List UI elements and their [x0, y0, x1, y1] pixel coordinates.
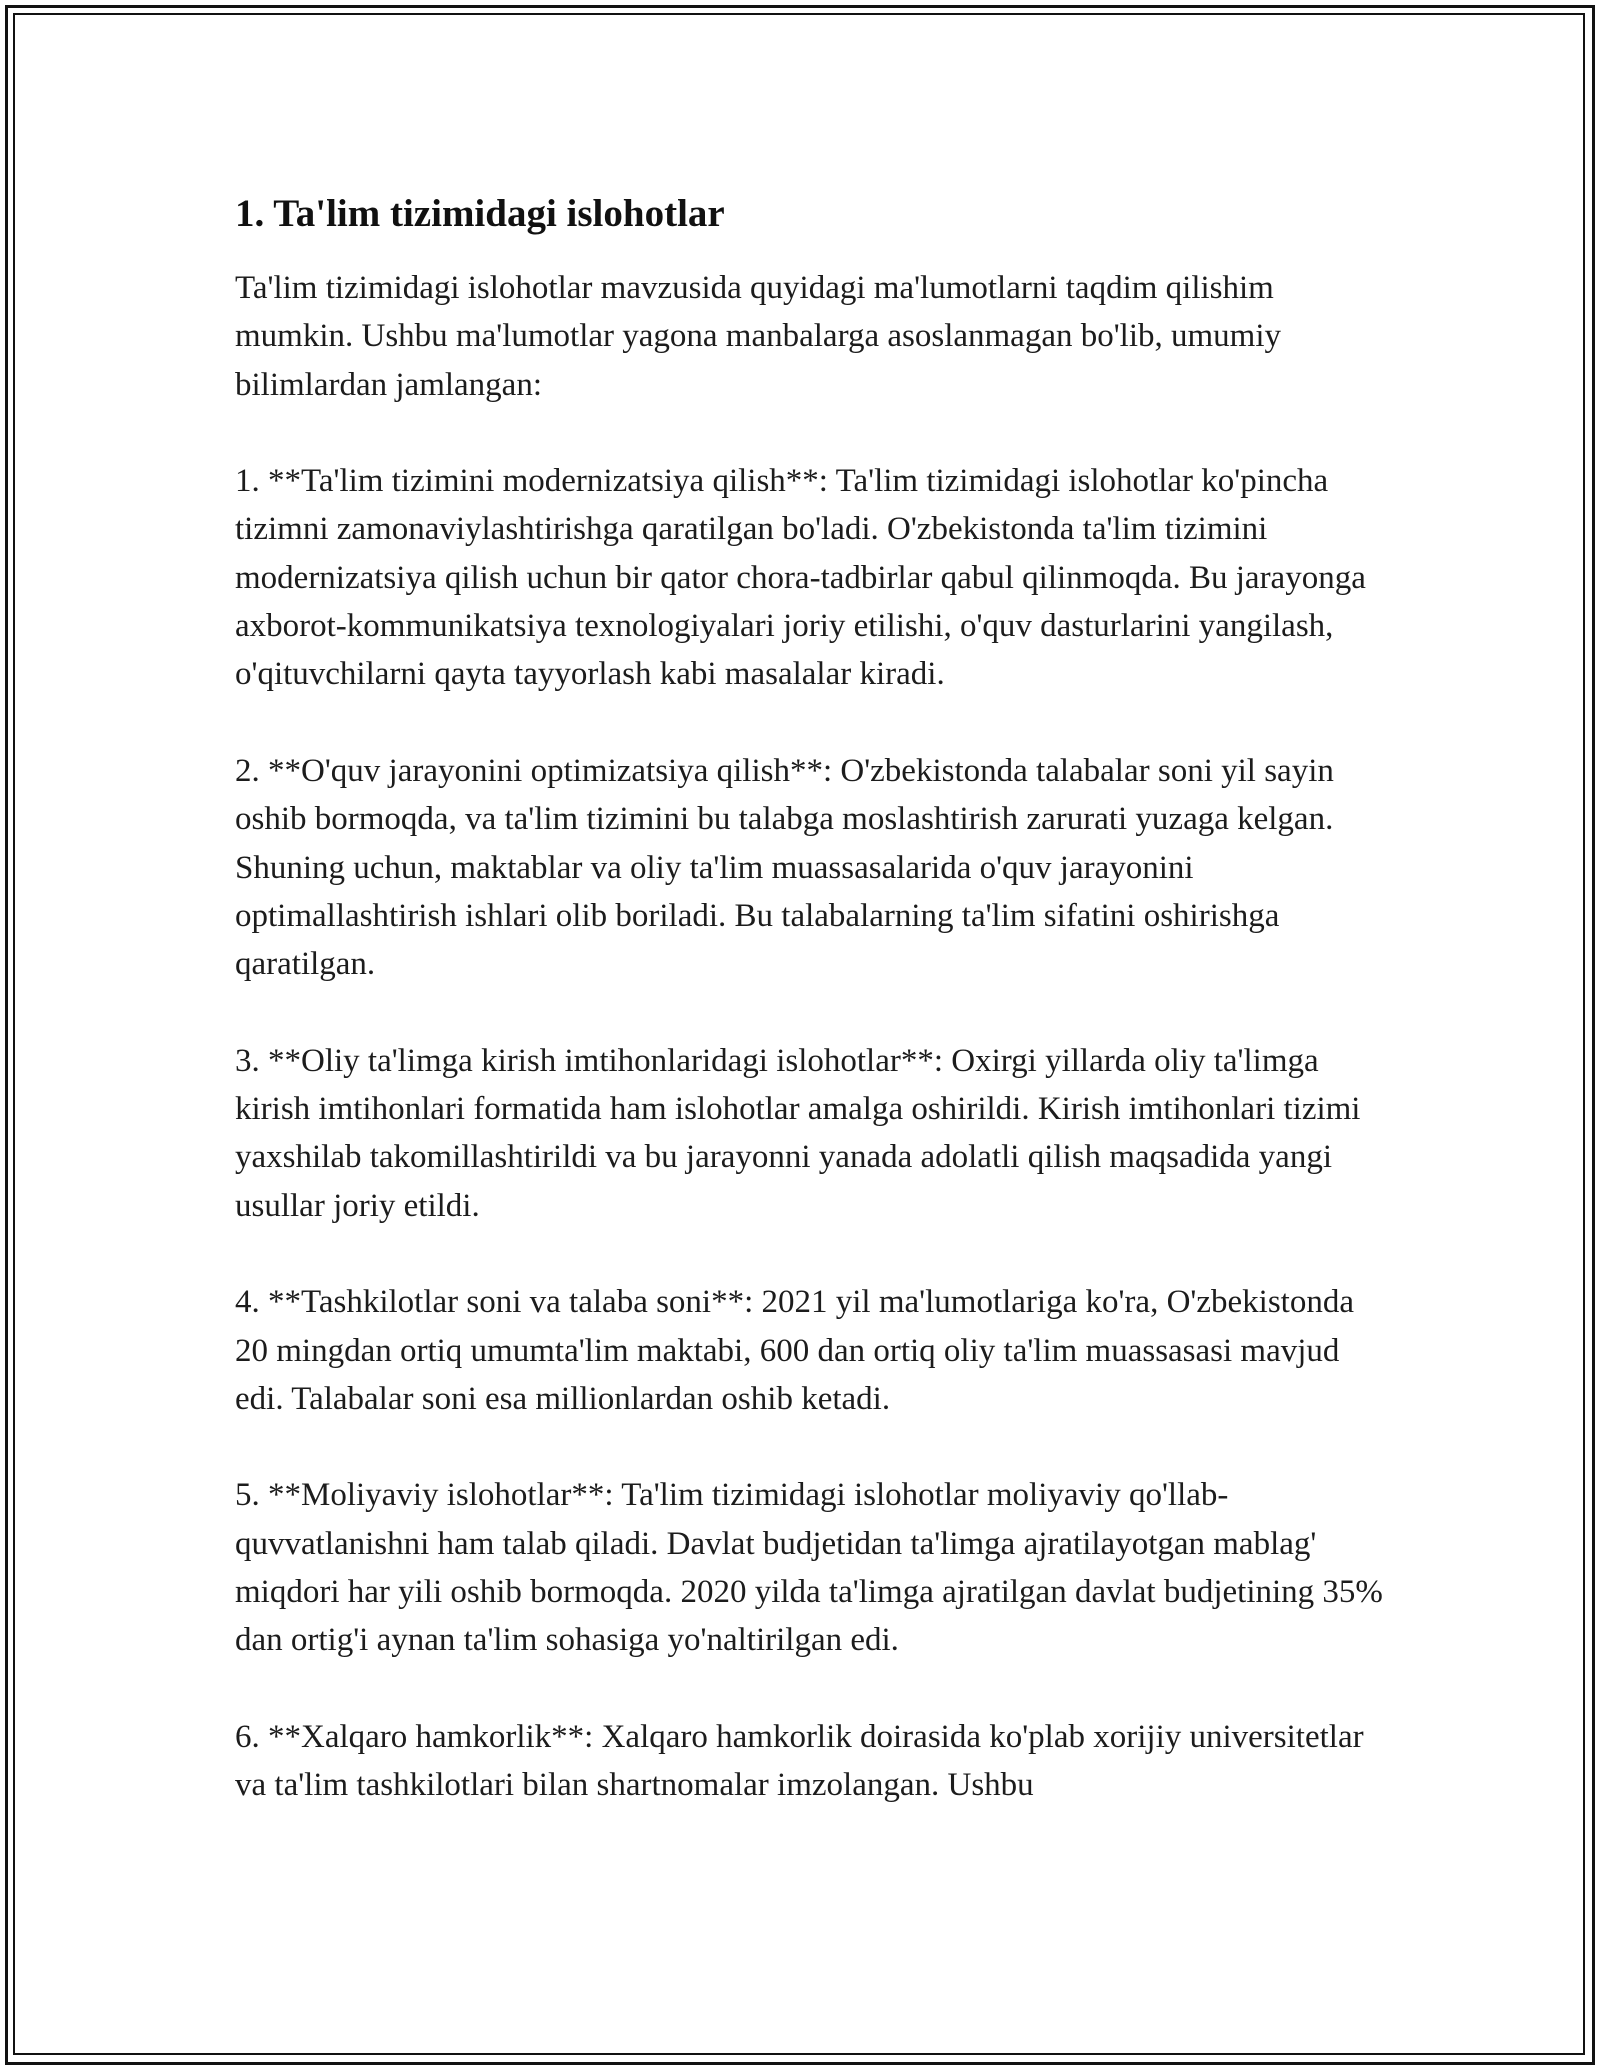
list-item-1: 1. **Ta'lim tizimini modernizatsiya qilish**: Ta'lim tizimidagi islohotlar ko'pincha tizimni zamonaviylashtirishga qaratilgan bo'ladi. O'zbekistonda ta'lim tizimini modernizatsiya qilish uchun bir qator chora-tadbirlar qabul qilinmoqda. Bu jarayonga axborot-kommunikatsiya texnologiyalari joriy etilishi, o'quv dasturlarini yangilash, o'qituvchilarni qayta tayyorlash kabi masalalar kiradi.: [235, 463, 1366, 693]
list-item-3: 3. **Oliy ta'limga kirish imtihonlaridagi islohotlar**: Oxirgi yillarda oliy ta'limga kirish imtihonlari formatida ham islohotlar amalga oshirildi. Kirish imtihonlari tizimi yaxshilab takomillashtirildi va bu jarayonni yanada adolatli qilish maqsadida yangi usullar joriy etildi.: [235, 1042, 1361, 1224]
list-item-5: 5. **Moliyaviy islohotlar**: Ta'lim tizimidagi islohotlar moliyaviy qo'llab-quvvatlanishni ham talab qiladi. Davlat budjetidan ta'limga ajratilayotgan mablag' miqdori har yili oshib bormoqda. 2020 yilda ta'limga ajratilgan davlat budjetining 35% dan ortig'i aynan ta'lim sohasiga yo'naltirilgan edi.: [235, 1477, 1383, 1659]
section-heading: 1. Ta'lim tizimidagi islohotlar: [235, 192, 725, 235]
intro-paragraph: Ta'lim tizimidagi islohotlar mavzusida quyidagi ma'lumotlarni taqdim qilishim mumkin. Ushbu ma'lumotlar yagona manbalarga asoslanmagan bo'lib, umumiy bilimlardan jamlangan:: [235, 270, 1282, 403]
list-item-4: 4. **Tashkilotlar soni va talaba soni**: 2021 yil ma'lumotlariga ko'ra, O'zbekistonda 20 mingdan ortiq umumta'lim maktabi, 600 dan ortiq oliy ta'lim muassasasi mavjud edi. Talabalar soni esa millionlardan oshib ketadi.: [235, 1284, 1354, 1417]
list-item-2: 2. **O'quv jarayonini optimizatsiya qilish**: O'zbekistonda talabalar soni yil sayin oshib bormoqda, va ta'lim tizimini bu talabga moslashtirish zarurati yuzaga kelgan. Shuning uchun, maktablar va oliy ta'lim muassasalarida o'quv jarayonini optimallashtirish ishlari olib boriladi. Bu talabalarning ta'lim sifatini oshirishga qaratilgan.: [235, 752, 1334, 983]
list-item-6: 6. **Xalqaro hamkorlik**: Xalqaro hamkorlik doirasida ko'plab xorijiy universitetlar va ta'lim tashkilotlari bilan shartnomalar imzolangan. Ushbu: [235, 1718, 1364, 1804]
document-body: [235, 188, 1385, 1810]
